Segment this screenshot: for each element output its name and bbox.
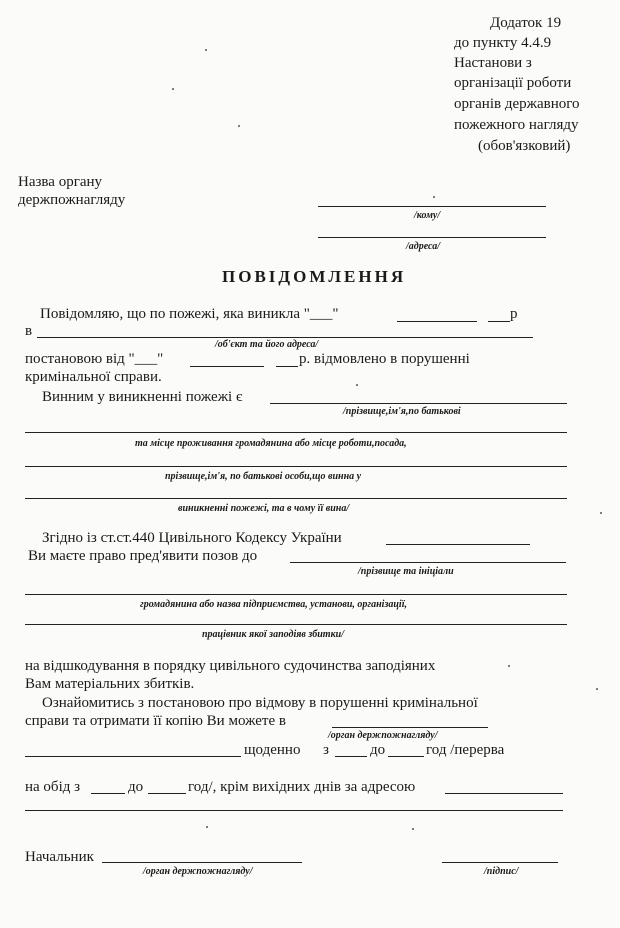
organ-line (332, 727, 488, 728)
scan-speck (205, 49, 207, 51)
fire-intro-text: Повідомляю, що по пожежі, яка виникла "___" (40, 306, 339, 322)
worker-line (25, 624, 567, 625)
chief-organ-line (102, 862, 302, 863)
lunch-to-line (148, 793, 186, 794)
lunch-to-label: до (128, 779, 144, 795)
compensation-line1: на відшкодування в порядку цивільного судочинства заподіяних (25, 658, 436, 674)
appendix-number: Додаток 19 (490, 15, 562, 31)
address-continuation-line (25, 810, 563, 811)
name-caption: прізвище,ім'я, по батькові особи,що винна у (165, 471, 362, 482)
appendix-line5: органів державного (454, 96, 580, 112)
enterprise-caption: громадянина або назва підприємства, установи, організації, (140, 599, 407, 610)
fire-year-suffix: р (510, 306, 518, 322)
lunch-from-line (91, 793, 125, 794)
signature-line (442, 862, 558, 863)
scan-speck (356, 384, 358, 386)
scan-speck (508, 665, 510, 667)
hours-from-line (335, 756, 367, 757)
address-caption: /адреса/ (406, 241, 441, 252)
name-line (25, 466, 567, 467)
object-line (37, 337, 533, 338)
lunch-rest-text: год/, крім вихідних днів за адресою (188, 779, 416, 795)
org-name-line2: держпожнагляду (18, 192, 126, 208)
residence-line (25, 432, 567, 433)
claim-text: Ви маєте право пред'явити позов до (28, 548, 258, 564)
claim-line (290, 562, 566, 563)
recipient-caption: /кому/ (414, 210, 441, 221)
scan-speck (412, 828, 414, 830)
compensation-line2: Вам матеріальних збитків. (25, 676, 195, 692)
daily-text: щоденно (244, 742, 301, 758)
guilty-line (270, 403, 567, 404)
residence-caption: та місце проживання громадянина або місце роботи,посада, (135, 438, 407, 449)
familiarize-line2: справи та отримати її копію Ви можете в (25, 713, 286, 729)
appendix-line3: Настанови з (454, 55, 532, 71)
appendix-line4: організації роботи (454, 75, 572, 91)
signature-caption: /підпис/ (484, 866, 519, 877)
worker-caption: працівник якої заподіяв збитки/ (202, 629, 344, 640)
scan-speck (600, 512, 602, 514)
appendix-paragraph: до пункту 4.4.9 (454, 35, 552, 51)
familiarize-line1: Ознайомитись з постановою про відмову в порушенні кримінальної (42, 695, 478, 711)
org-name-line1: Назва органу (18, 174, 103, 190)
object-prefix: в (25, 323, 33, 339)
appendix-line6: пожежного нагляду (454, 117, 579, 133)
scan-speck (596, 688, 598, 690)
hours-to-label: до (370, 742, 386, 758)
guilty-caption: /прізвище,ім'я,по батькові (343, 406, 461, 417)
fire-year-line (488, 321, 510, 322)
scan-speck (172, 88, 174, 90)
decree-suffix: р. відмовлено в порушенні (299, 351, 470, 367)
fault-line (25, 498, 567, 499)
decree-year-line (276, 366, 298, 367)
fire-date-month-line (397, 321, 477, 322)
appendix-mandatory: (обов'язковий) (478, 138, 571, 154)
scan-speck (238, 125, 240, 127)
enterprise-line (25, 594, 567, 595)
fault-caption: виникненні пожежі, та в чому її вина/ (178, 503, 350, 514)
hours-from-label: з (323, 742, 329, 758)
claim-caption: /прізвище та ініціали (358, 566, 454, 577)
document-title: ПОВІДОМЛЕННЯ (222, 267, 407, 286)
address-line (318, 237, 546, 238)
civil-code-line (386, 544, 530, 545)
chief-organ-caption: /орган держпожнагляду/ (143, 866, 253, 877)
object-caption: /об'єкт та його адреса/ (215, 339, 319, 350)
organ-continuation-line (25, 756, 241, 757)
scan-speck (433, 196, 435, 198)
address-fill-line (445, 793, 563, 794)
decree-text: постановою від "___" (25, 351, 164, 367)
civil-code-text: Згідно із ст.ст.440 Цивільного Кодексу України (42, 530, 342, 546)
criminal-case-text: кримінальної справи. (25, 369, 162, 385)
scan-speck (206, 826, 208, 828)
hours-to-line (388, 756, 424, 757)
chief-label: Начальник (25, 849, 94, 865)
organ-caption: /орган держпожнагляду/ (328, 730, 438, 741)
recipient-line (318, 206, 546, 207)
decree-date-line (190, 366, 264, 367)
lunch-from-text: на обід з (25, 779, 81, 795)
hours-break-text: год /перерва (426, 742, 505, 758)
guilty-text: Винним у виникненні пожежі є (42, 389, 243, 405)
